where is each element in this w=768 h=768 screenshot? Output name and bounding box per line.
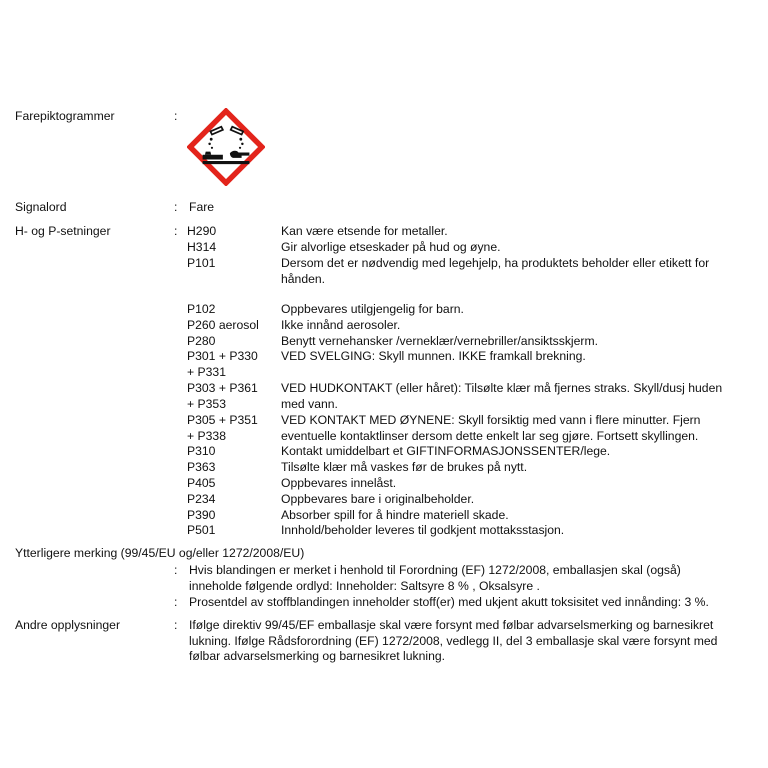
statement-code: H290 (187, 224, 217, 238)
pictogram-label: Farepiktogrammer (15, 109, 115, 123)
statement-text: VED HUDKONTAKT (eller håret): Tilsølte klær må fjernes straks. Skyll/dusj huden med vann. (281, 381, 723, 411)
statement-text: Ikke innånd aerosoler. (281, 318, 401, 332)
statement-text: VED SVELGING: Skyll munnen. IKKE framkall brekning. (281, 349, 586, 363)
statement-code: P234 (187, 492, 216, 506)
statement-code: P363 (187, 460, 216, 474)
signal-label: Signalord (15, 200, 67, 214)
statement-code: P501 (187, 523, 216, 537)
additional-colon: : (174, 595, 178, 609)
statement-text: Oppbevares innelåst. (281, 476, 397, 490)
statement-code: P303 + P361 + P353 (187, 381, 258, 411)
statement-text: VED KONTAKT MED ØYNENE: Skyll forsiktig med vann i flere minutter. Fjern eventuelle kontaktlinser dersom dette enkelt lar seg gjøre. Fortsett skyllingen. (281, 413, 701, 443)
statement-code: P301 + P330 + P331 (187, 349, 258, 379)
statement-code: P260 aerosol (187, 318, 259, 332)
signal-value: Fare (189, 200, 215, 214)
statement-code: P305 + P351 + P338 (187, 413, 258, 443)
additional-text: Prosentdel av stoffblandingen inneholder stoff(er) med ukjent akutt toksisitet ved innånding: 3 %. (189, 595, 709, 609)
statement-text: Kan være etsende for metaller. (281, 224, 448, 238)
additional-label: Ytterligere merking (99/45/EU og/eller 1272/2008/EU) (15, 546, 305, 560)
statement-text: Oppbevares utilgjengelig for barn. (281, 302, 464, 316)
statement-text: Dersom det er nødvendig med legehjelp, ha produktets beholder eller etikett for hånden. (281, 256, 710, 286)
additional-colon: : (174, 563, 178, 577)
statement-code: P280 (187, 334, 216, 348)
hp-label: H- og P-setninger (15, 224, 111, 238)
statement-code: P405 (187, 476, 216, 490)
other-label: Andre opplysninger (15, 618, 121, 632)
statement-code: P102 (187, 302, 216, 316)
statement-code: H314 (187, 240, 217, 254)
pictogram-colon: : (174, 109, 178, 123)
statement-text: Tilsølte klær må vaskes før de brukes på nytt. (281, 460, 528, 474)
statement-text: Oppbevares bare i originalbeholder. (281, 492, 475, 506)
statement-text: Benytt vernehansker /verneklær/vernebriller/ansiktsskjerm. (281, 334, 598, 348)
hp-colon: : (174, 224, 178, 238)
statement-text: Absorber spill for å hindre materiell skade. (281, 508, 509, 522)
statement-text: Gir alvorlige etseskader på hud og øyne. (281, 240, 501, 254)
statement-text: Kontakt umiddelbart et GIFTINFORMASJONSSENTER/lege. (281, 444, 611, 458)
signal-colon: : (174, 200, 178, 214)
statement-text: Innhold/beholder leveres til godkjent mottaksstasjon. (281, 523, 565, 537)
statement-code: P390 (187, 508, 216, 522)
other-text: Ifølge direktiv 99/45/EF emballasje skal være forsynt med følbar advarselsmerking og barnesikret lukning. Ifølge Rådsforordning (EF) 1272/2008, vedlegg II, del 3 emballasje skal være forsynt med følbar advarselsmerking og barnesikret lukning. (189, 618, 718, 663)
corrosion-pictogram-icon (187, 108, 265, 186)
other-colon: : (174, 618, 178, 632)
statement-code: P310 (187, 444, 216, 458)
additional-text: Hvis blandingen er merket i henhold til Forordning (EF) 1272/2008, emballasjen skal (også) inneholde følgende ordlyd: Inneholder: Saltsyre 8 % , Oksalsyre . (189, 563, 681, 593)
statement-code: P101 (187, 256, 216, 270)
